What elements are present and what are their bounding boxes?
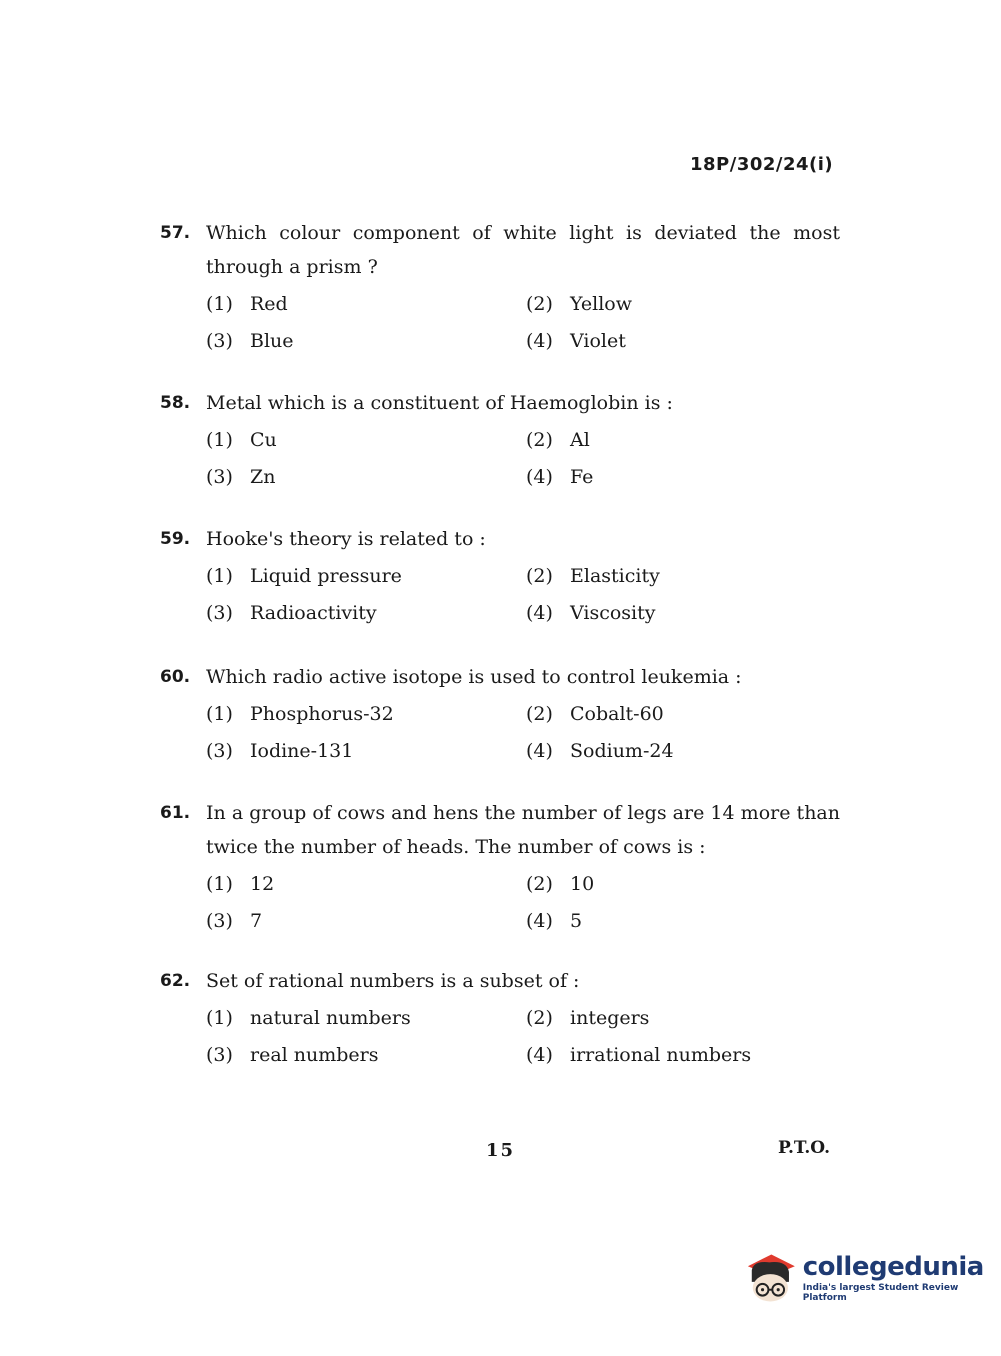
question-number: 62. bbox=[160, 971, 191, 991]
option: (1) natural numbers bbox=[206, 1007, 411, 1029]
question-text: Metal which is a constituent of Haemoglobin is : bbox=[206, 392, 673, 414]
option: (4) 5 bbox=[526, 910, 583, 932]
question-number: 61. bbox=[160, 803, 191, 823]
question-text: In a group of cows and hens the number of legs are 14 more than twice the number of heads. The number of cows is : bbox=[206, 802, 840, 858]
question-number: 58. bbox=[160, 393, 191, 413]
option: (1) Liquid pressure bbox=[206, 565, 402, 587]
brand-tagline: India's largest Student Review Platform bbox=[802, 1282, 959, 1303]
question-58 bbox=[160, 386, 840, 496]
question-text: Which radio active isotope is used to control leukemia : bbox=[206, 666, 742, 688]
option: (2) Yellow bbox=[526, 293, 632, 315]
option: (2) Elasticity bbox=[526, 565, 660, 587]
question-61 bbox=[160, 796, 840, 940]
option: (4) Viscosity bbox=[526, 602, 656, 624]
question-59 bbox=[160, 522, 840, 632]
option: (4) Fe bbox=[526, 466, 594, 488]
question-number: 59. bbox=[160, 529, 191, 549]
option: (1) 12 bbox=[206, 873, 275, 895]
option: (2) 10 bbox=[526, 873, 595, 895]
option: (1) Red bbox=[206, 293, 288, 315]
question-62 bbox=[160, 964, 840, 1074]
question-text: Set of rational numbers is a subset of : bbox=[206, 970, 580, 992]
option: (3) Radioactivity bbox=[206, 602, 377, 624]
option: (4) Violet bbox=[526, 330, 626, 352]
question-number: 60. bbox=[160, 667, 191, 687]
option: (2) integers bbox=[526, 1007, 650, 1029]
question-60 bbox=[160, 660, 840, 770]
option: (3) Blue bbox=[206, 330, 294, 352]
brand-name: collegedunia bbox=[802, 1251, 984, 1282]
pto-label: P.T.O. bbox=[778, 1138, 830, 1158]
option: (3) Zn bbox=[206, 466, 276, 488]
option: (3) real numbers bbox=[206, 1044, 379, 1066]
question-text: Hooke's theory is related to : bbox=[206, 528, 486, 550]
option: (1) Cu bbox=[206, 429, 277, 451]
page-number: 15 bbox=[486, 1140, 516, 1161]
question-number: 57. bbox=[160, 223, 191, 243]
option: (3) 7 bbox=[206, 910, 263, 932]
question-57 bbox=[160, 216, 840, 360]
collegedunia-logo bbox=[742, 1248, 1001, 1306]
option: (4) irrational numbers bbox=[526, 1044, 752, 1066]
question-text: Which colour component of white light is deviated the most through a prism ? bbox=[206, 222, 840, 278]
mascot-icon bbox=[742, 1248, 799, 1306]
option: (1) Phosphorus-32 bbox=[206, 703, 394, 725]
paper-code: 18P/302/24(i) bbox=[690, 154, 834, 175]
option: (2) Cobalt-60 bbox=[526, 703, 664, 725]
option: (4) Sodium-24 bbox=[526, 740, 674, 762]
option: (3) Iodine-131 bbox=[206, 740, 354, 762]
option: (2) Al bbox=[526, 429, 590, 451]
